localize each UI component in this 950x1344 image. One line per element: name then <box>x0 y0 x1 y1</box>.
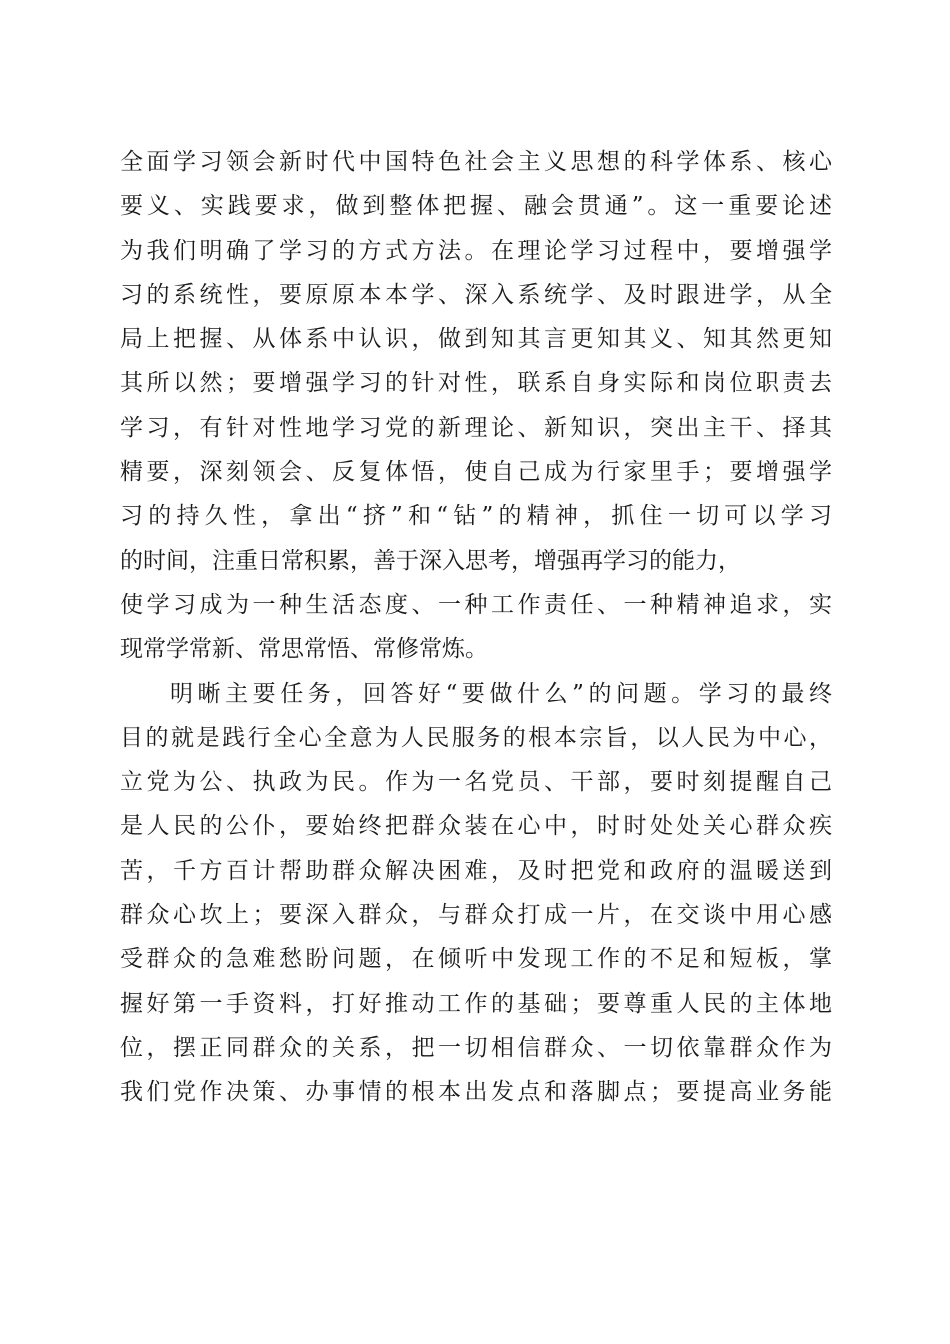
text-line: 现常学常新、常思常悟、常修常炼。 <box>120 636 488 663</box>
paragraph-2 <box>120 672 832 1115</box>
text-line: 使学习成为一种生活态度、一种工作责任、一种精神追求，实 <box>120 591 832 618</box>
text-line: 握好第一手资料，打好推动工作的基础；要尊重人民的主体地 <box>120 990 832 1017</box>
paragraph-1 <box>120 140 832 672</box>
text-line: 全面学习领会新时代中国特色社会主义思想的科学体系、核心 <box>120 149 832 175</box>
text-line: 我们党作决策、办事情的根本出发点和落脚点；要提高业务能 <box>120 1079 832 1106</box>
text-line: 群众心坎上；要深入群众，与群众打成一片，在交谈中用心感 <box>120 902 832 929</box>
text-line: 是人民的公仆，要始终把群众装在心中，时时处处关心群众疾 <box>120 813 832 840</box>
text-line: 精要，深刻领会、反复体悟，使自己成为行家里手；要增强学 <box>120 459 832 486</box>
text-line: 习的系统性，要原原本本学、深入系统学、及时跟进学，从全 <box>120 281 832 308</box>
text-line: 其所以然；要增强学习的针对性，联系自身实际和岗位职责去 <box>120 370 832 397</box>
text-line: 的时间，注重日常积累，善于深入思考，增强再学习的能力， <box>120 547 741 574</box>
text-line: 位，摆正同群众的关系，把一切相信群众、一切依靠群众作为 <box>120 1034 832 1061</box>
text-line: 苦，千方百计帮助群众解决困难，及时把党和政府的温暖送到 <box>120 857 832 884</box>
text-line: 局上把握、从体系中认识，做到知其言更知其义、知其然更知 <box>120 326 832 353</box>
text-line: 目的就是践行全心全意为人民服务的根本宗旨，以人民为中心， <box>120 724 832 751</box>
body-text <box>120 140 832 1115</box>
text-line: 要义、实践要求，做到整体把握、融会贯通”。这一重要论述 <box>120 193 832 220</box>
text-line: 受群众的急难愁盼问题，在倾听中发现工作的不足和短板，掌 <box>120 946 832 973</box>
text-line: 学习，有针对性地学习党的新理论、新知识，突出主干、择其 <box>120 414 832 441</box>
text-line: 明晰主要任务，回答好“要做什么”的问题。学习的最终 <box>170 680 832 707</box>
text-line: 立党为公、执政为民。作为一名党员、干部，要时刻提醒自己 <box>120 769 832 796</box>
text-line: 习的持久性，拿出“挤”和“钻”的精神，抓住一切可以学习 <box>120 503 832 530</box>
text-line: 为我们明确了学习的方式方法。在理论学习过程中，要增强学 <box>120 237 832 264</box>
